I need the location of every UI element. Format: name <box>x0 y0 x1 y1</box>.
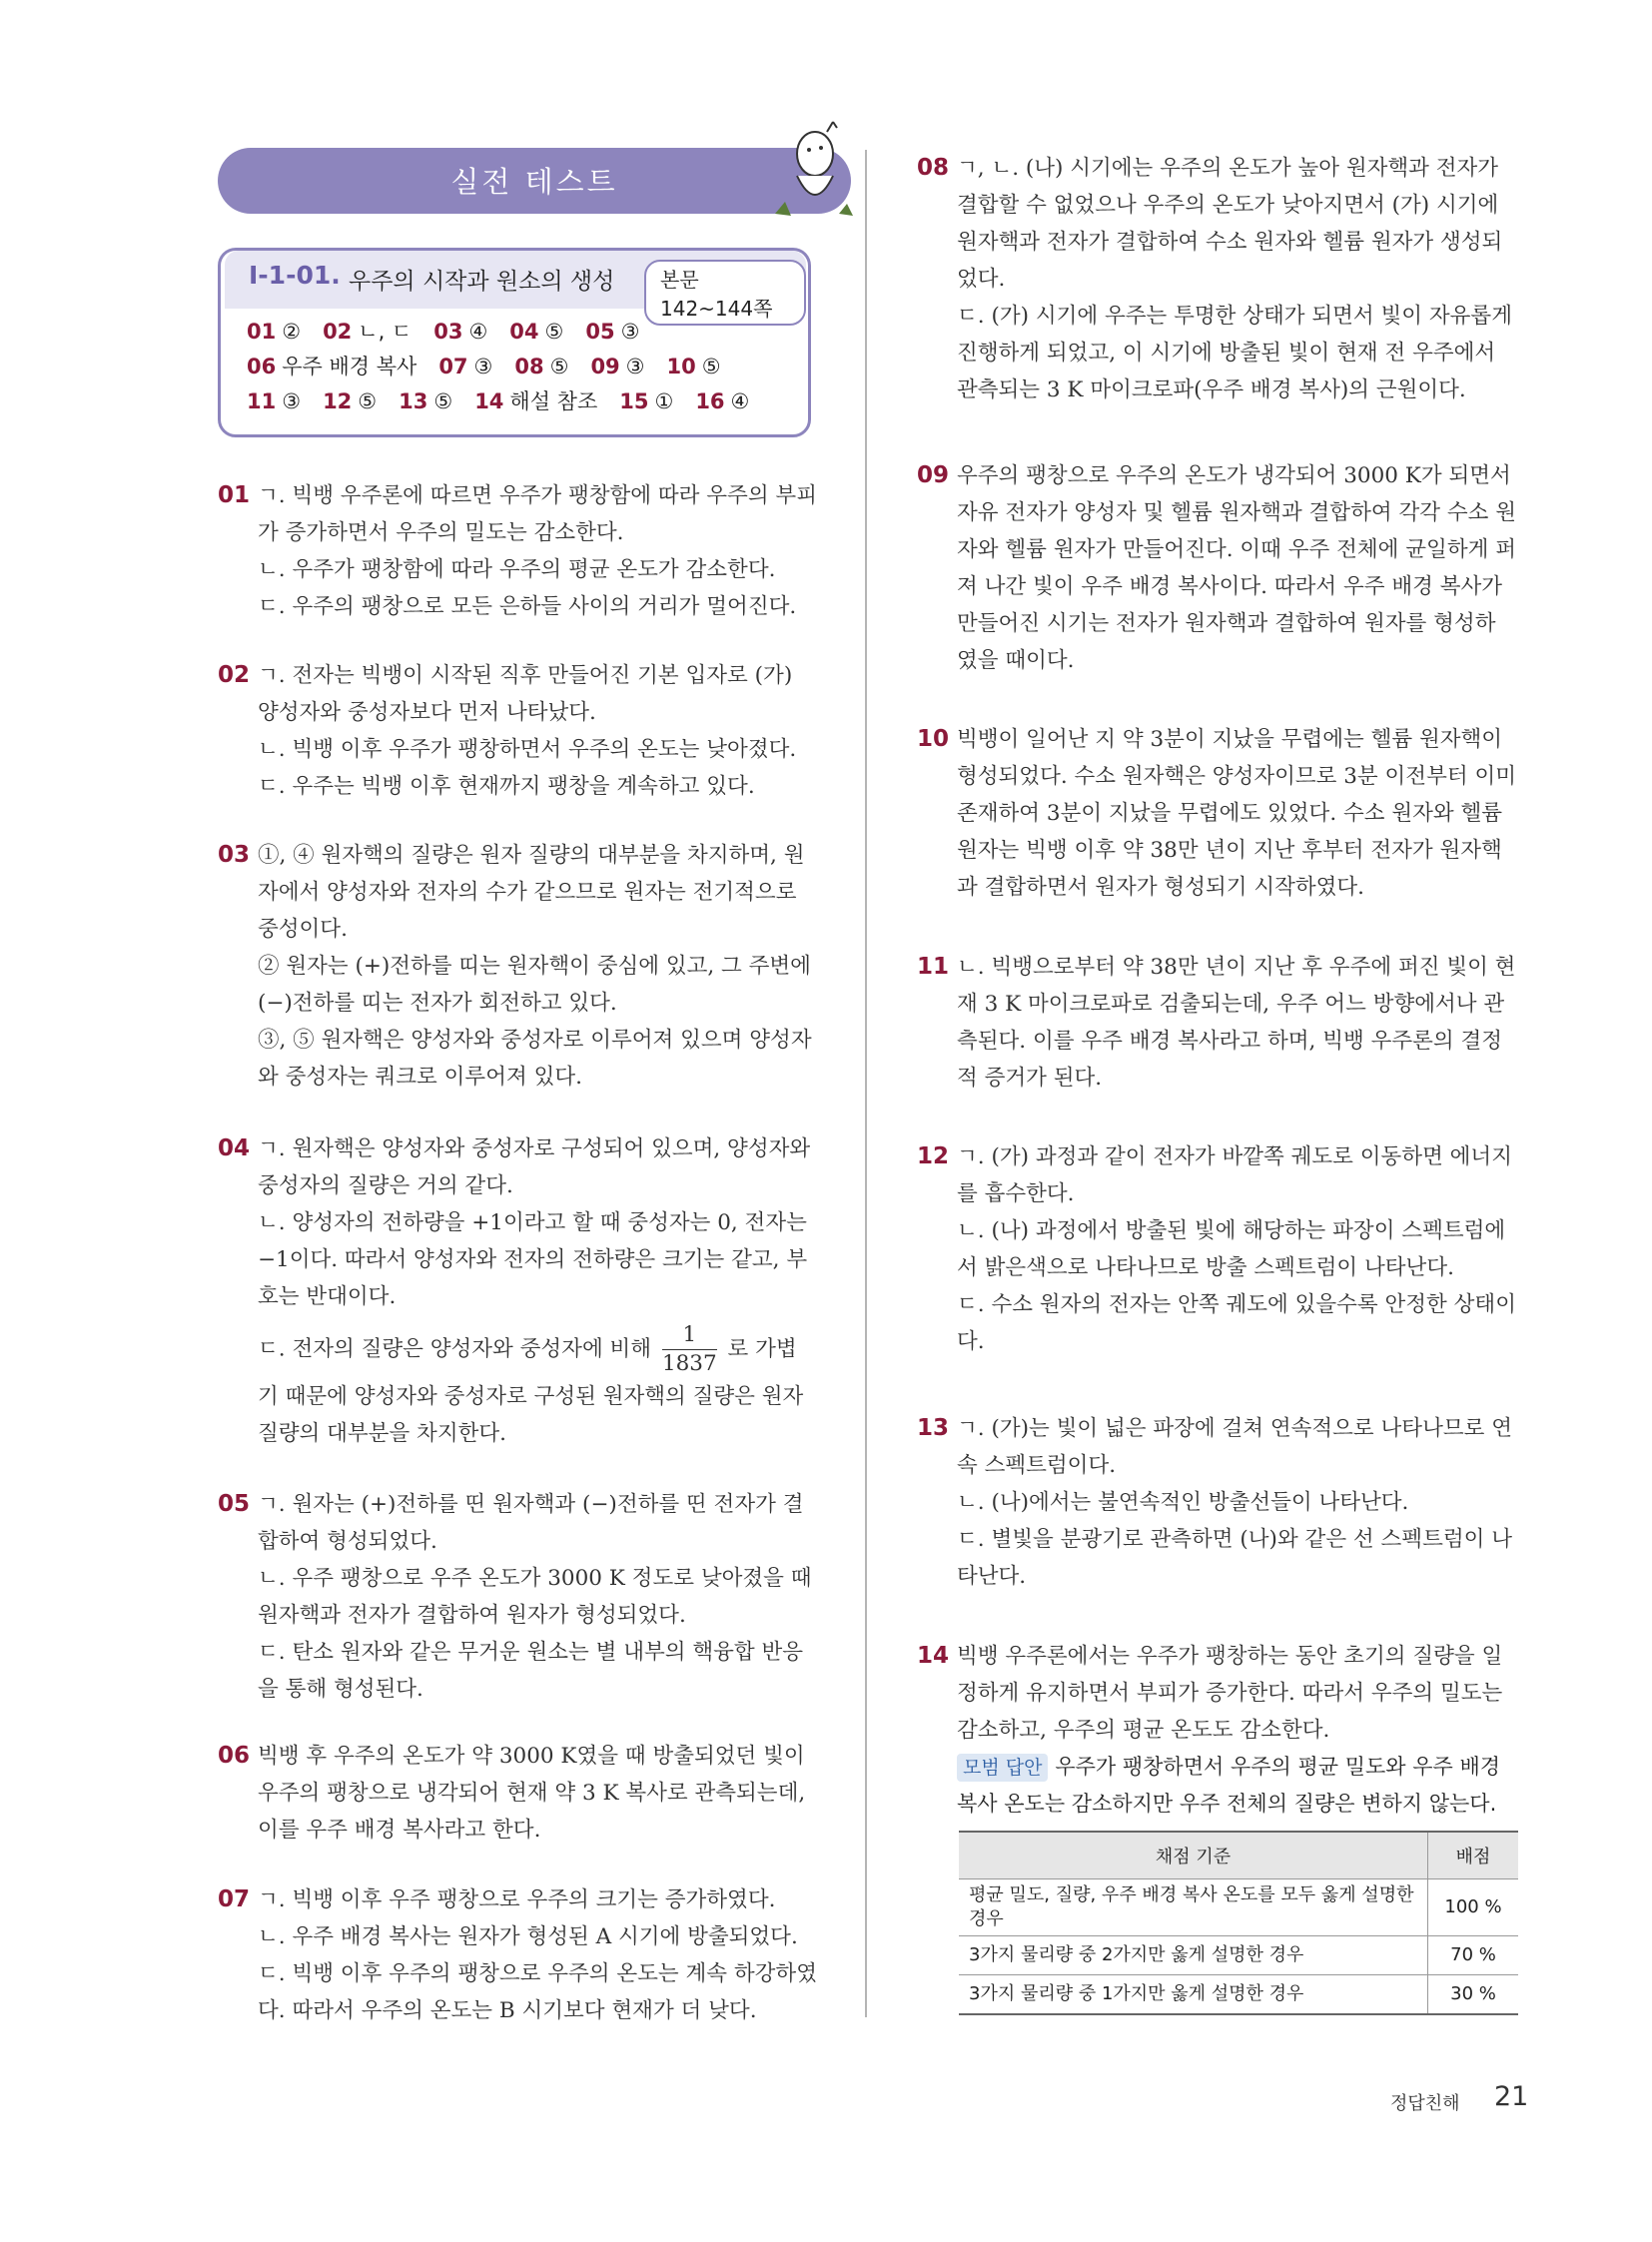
item-number: 14 <box>917 1643 950 1669</box>
answer-key-number: 14 <box>474 389 504 413</box>
table-cell: 평균 밀도, 질량, 우주 배경 복사 온도를 모두 옳게 설명한 경우 <box>959 1879 1428 1936</box>
fraction-denominator: 1837 <box>661 1351 717 1376</box>
item-line: ㄷ. 탄소 원자와 같은 무거운 원소는 별 내부의 핵융합 반응을 통해 형성된다. <box>258 1640 804 1702</box>
item-number: 13 <box>917 1415 950 1441</box>
item-line: ㄷ. 우주는 빅뱅 이후 현재까지 팽창을 계속하고 있다. <box>258 774 755 799</box>
answer-key-number: 07 <box>438 355 468 378</box>
answer-key-entry <box>514 350 568 384</box>
answer-key-entry <box>695 384 749 419</box>
answer-key-value: ① <box>654 389 674 413</box>
answer-key-number: 06 <box>247 355 277 378</box>
item-number: 02 <box>218 662 251 688</box>
answer-key-value: ④ <box>468 320 488 344</box>
item-number: 07 <box>218 1886 251 1912</box>
item-number: 06 <box>218 1743 251 1769</box>
answer-key-value: ③ <box>473 355 493 378</box>
item-line: ㄴ. (나)에서는 불연속적인 방출선들이 나타난다. <box>957 1490 1409 1515</box>
answer-key-list <box>247 315 796 419</box>
item-line: ㄴ. 우주 배경 복사는 원자가 형성된 A 시기에 방출되었다. <box>258 1924 798 1949</box>
answer-key-value: ③ <box>625 355 645 378</box>
item-number: 05 <box>218 1491 251 1517</box>
answer-key-value: ③ <box>620 320 640 344</box>
item-line: ㄷ. 우주의 팽창으로 모든 은하들 사이의 거리가 멀어진다. <box>258 594 797 619</box>
table-row <box>959 1936 1518 1975</box>
answer-key-value: ② <box>282 320 302 344</box>
page-number: 21 <box>1494 2081 1529 2112</box>
item-line: ㄱ, ㄴ. (나) 시기에는 우주의 온도가 높아 원자핵과 전자가 결합할 수 없었으나 우주의 온도가 낮아지면서 (가) 시기에 원자핵과 전자가 결합하여 수소 원자와 헬륨 원자가 생성되었다. <box>957 156 1503 292</box>
answer-key-value: ⑤ <box>358 389 378 413</box>
table-row <box>959 1975 1518 2015</box>
answer-key-value: ⑤ <box>549 355 569 378</box>
answer-key-entry <box>247 315 301 350</box>
answer-key-value: ⑤ <box>544 320 564 344</box>
column-divider <box>865 150 867 2017</box>
answer-key-entry <box>323 384 377 419</box>
answer-key-number: 15 <box>619 389 649 413</box>
table-row <box>959 1879 1518 1936</box>
item-number: 04 <box>218 1135 251 1161</box>
table-cell: 3가지 물리량 중 2가지만 옳게 설명한 경우 <box>959 1936 1428 1975</box>
answer-key-entry <box>399 384 452 419</box>
item-line: ㄱ. 빅뱅 이후 우주 팽창으로 우주의 크기는 증가하였다. <box>258 1887 776 1912</box>
answer-key-entry <box>585 315 639 350</box>
answer-key-number: 08 <box>514 355 544 378</box>
answer-key-number: 10 <box>666 355 696 378</box>
item-line: ㄴ. 우주가 팽창함에 따라 우주의 평균 온도가 감소한다. <box>258 557 776 582</box>
answer-key-number: 09 <box>590 355 620 378</box>
item-line: ㄱ. (가)는 빛이 넓은 파장에 걸쳐 연속적으로 나타나므로 연속 스펙트럼이다. <box>957 1416 1512 1478</box>
item-line: ㄴ. 우주 팽창으로 우주 온도가 3000 K 정도로 낮아졌을 때 원자핵과 전자가 결합하여 원자가 형성되었다. <box>258 1566 812 1628</box>
answer-key-number: 03 <box>433 320 463 344</box>
answer-key-entry <box>474 384 597 419</box>
page-reference: 본문 142~144쪽 <box>644 260 806 326</box>
unit-title: 우주의 시작과 원소의 생성 <box>349 269 615 295</box>
item-number: 01 <box>218 482 251 508</box>
item-number: 11 <box>917 954 950 980</box>
item-line: 로 가볍기 때문에 양성자와 중성자로 구성된 원자핵의 질량은 원자 질량의 대부분을 차지한다. <box>258 1336 804 1446</box>
mascot-icon <box>775 118 855 228</box>
answer-key-number: 04 <box>509 320 539 344</box>
column-header: 배점 <box>1428 1832 1519 1879</box>
item-line: ② 원자는 (+)전하를 띠는 원자핵이 중심에 있고, 그 주변에 (−)전하를 띠는 전자가 회전하고 있다. <box>258 954 811 1016</box>
answer-key-value: ⑤ <box>433 389 453 413</box>
item-line: ㄷ. (가) 시기에 우주는 투명한 상태가 되면서 빛이 자유롭게 진행하게 되었고, 이 시기에 방출된 빛이 현재 전 우주에서 관측되는 3 K 마이크로파(우주 배경 복사)의 근원이다. <box>957 304 1512 402</box>
model-answer-badge: 모범 답안 <box>957 1754 1048 1782</box>
table-cell: 30 % <box>1428 1975 1519 2015</box>
item-line: ㄷ. 전자의 질량은 양성자와 중성자에 비해 <box>258 1336 652 1362</box>
answer-key-entry <box>509 315 563 350</box>
table-cell: 3가지 물리량 중 1가지만 옳게 설명한 경우 <box>959 1975 1428 2015</box>
model-answer-text: 우주가 팽창하면서 우주의 평균 밀도와 우주 배경 복사 온도는 감소하지만 우주 전체의 질량은 변하지 않는다. <box>957 1755 1501 1816</box>
answer-key-entry <box>619 384 673 419</box>
fraction <box>662 1321 717 1378</box>
item-line: ㄱ. 원자핵은 양성자와 중성자로 구성되어 있으며, 양성자와 중성자의 질량은 거의 같다. <box>258 1136 811 1198</box>
item-line: ①, ④ 원자핵의 질량은 원자 질량의 대부분을 차지하며, 원자에서 양성자와 전자의 수가 같으므로 원자는 전기적으로 중성이다. <box>258 843 805 942</box>
item-line: ㄱ. 원자는 (+)전하를 띤 원자핵과 (−)전하를 띤 전자가 결합하여 형성되었다. <box>258 1492 804 1554</box>
answer-key-value: ④ <box>730 389 750 413</box>
answer-key-entry <box>590 350 644 384</box>
item-number: 12 <box>917 1143 950 1169</box>
item-line: ㄴ. 빅뱅 이후 우주가 팽창하면서 우주의 온도는 낮아졌다. <box>258 737 797 762</box>
item-line: ㄷ. 빅뱅 이후 우주의 팽창으로 우주의 온도는 계속 하강하였다. 따라서 우주의 온도는 B 시기보다 현재가 더 낮다. <box>258 1961 817 2023</box>
grading-rubric-table <box>959 1831 1518 2015</box>
answer-key-number: 13 <box>399 389 428 413</box>
item-line: 우주의 팽창으로 우주의 온도가 냉각되어 3000 K가 되면서 자유 전자가 양성자 및 헬륨 원자핵과 결합하여 각각 수소 원자와 헬륨 원자가 만들어진다. 이때 우주 전체에 균일하게 퍼져 나간 빛이 우주 배경 복사이다. 따라서 우주 배경 복사가 만들어진 시기는 전자가 원자핵과 결합하여 원자를 형성하였을 때이다. <box>957 463 1516 673</box>
answer-key-box <box>218 248 811 437</box>
column-header: 채점 기준 <box>959 1832 1428 1879</box>
item-number: 03 <box>218 842 251 868</box>
answer-key-value: 해설 참조 <box>509 389 598 413</box>
table-cell: 70 % <box>1428 1936 1519 1975</box>
item-line: 빅뱅 우주론에서는 우주가 팽창하는 동안 초기의 질량을 일정하게 유지하면서 부피가 증가한다. 따라서 우주의 밀도는 감소하고, 우주의 평균 온도도 감소한다. <box>957 1644 1503 1743</box>
unit-code: Ⅰ-1-01. <box>249 261 341 290</box>
answer-key-entry <box>438 350 492 384</box>
item-number: 08 <box>917 155 950 181</box>
fraction-numerator: 1 <box>662 1321 717 1350</box>
item-line: ㄴ. (나) 과정에서 방출된 빛에 해당하는 파장이 스펙트럼에서 밝은색으로 나타나므로 방출 스펙트럼이 나타난다. <box>957 1218 1506 1280</box>
answer-key-value: ㄴ, ㄷ <box>358 320 413 344</box>
item-line: ㄱ. (가) 과정과 같이 전자가 바깥쪽 궤도로 이동하면 에너지를 흡수한다. <box>957 1144 1512 1206</box>
item-line: ㄷ. 수소 원자의 전자는 안쪽 궤도에 있을수록 안정한 상태이다. <box>957 1292 1516 1354</box>
item-number: 10 <box>917 726 950 752</box>
table-cell: 100 % <box>1428 1879 1519 1936</box>
model-answer <box>957 1749 1516 1823</box>
answer-key-value: ⑤ <box>701 355 721 378</box>
answer-key-value: ③ <box>282 389 302 413</box>
item-line-fraction <box>258 1321 817 1452</box>
answer-key-number: 12 <box>323 389 353 413</box>
answer-key-entry <box>323 315 412 350</box>
item-line: 빅뱅 후 우주의 온도가 약 3000 K였을 때 방출되었던 빛이 우주의 팽창으로 냉각되어 현재 약 3 K 복사로 관측되는데, 이를 우주 배경 복사라고 한다. <box>258 1744 806 1843</box>
answer-key-entry <box>433 315 487 350</box>
item-line: ㄷ. 별빛을 분광기로 관측하면 (나)와 같은 선 스펙트럼이 나타난다. <box>957 1527 1512 1589</box>
answer-key-number: 11 <box>247 389 277 413</box>
footer-book-label: 정답친해 <box>1390 2093 1460 2114</box>
answer-key-entry <box>667 350 721 384</box>
item-number: 09 <box>917 462 950 488</box>
answer-key-number: 16 <box>695 389 725 413</box>
item-line: ③, ⑤ 원자핵은 양성자와 중성자로 이루어져 있으며 양성자와 중성자는 쿼크로 이루어져 있다. <box>258 1028 812 1090</box>
answer-key-entry <box>247 384 301 419</box>
item-line: ㄴ. 빅뱅으로부터 약 38만 년이 지난 후 우주에 퍼진 빛이 현재 3 K 마이크로파로 검출되는데, 우주 어느 방향에서나 관측된다. 이를 우주 배경 복사라고 하며, 빅뱅 우주론의 결정적 증거가 된다. <box>957 955 1516 1091</box>
table-header-row <box>959 1832 1518 1879</box>
answer-key-value: 우주 배경 복사 <box>282 355 417 378</box>
answer-key-header <box>225 251 806 321</box>
section-banner <box>218 148 851 214</box>
answer-key-number: 01 <box>247 320 277 344</box>
section-title: 실전 테스트 <box>450 165 618 199</box>
item-line: ㄴ. 양성자의 전하량을 +1이라고 할 때 중성자는 0, 전자는 −1이다. 따라서 양성자와 전자의 전하량은 크기는 같고, 부호는 반대이다. <box>258 1210 808 1309</box>
item-line: 빅뱅이 일어난 지 약 3분이 지났을 무렵에는 헬륨 원자핵이 형성되었다. 수소 원자핵은 양성자이므로 3분 이전부터 이미 존재하여 3분이 지났을 무렵에도 있었다. 수소 원자와 헬륨 원자는 빅뱅 이후 약 38만 년이 지난 후부터 전자가 원자핵과 결합하면서 원자가 형성되기 시작하였다. <box>957 727 1516 900</box>
answer-key-number: 05 <box>585 320 615 344</box>
item-line: ㄱ. 전자는 빅뱅이 시작된 직후 만들어진 기본 입자로 (가) 양성자와 중성자보다 먼저 나타났다. <box>258 663 793 725</box>
answer-key-number: 02 <box>323 320 353 344</box>
item-line: ㄱ. 빅뱅 우주론에 따르면 우주가 팽창함에 따라 우주의 부피가 증가하면서 우주의 밀도는 감소한다. <box>258 483 817 545</box>
answer-key-entry <box>247 350 416 384</box>
